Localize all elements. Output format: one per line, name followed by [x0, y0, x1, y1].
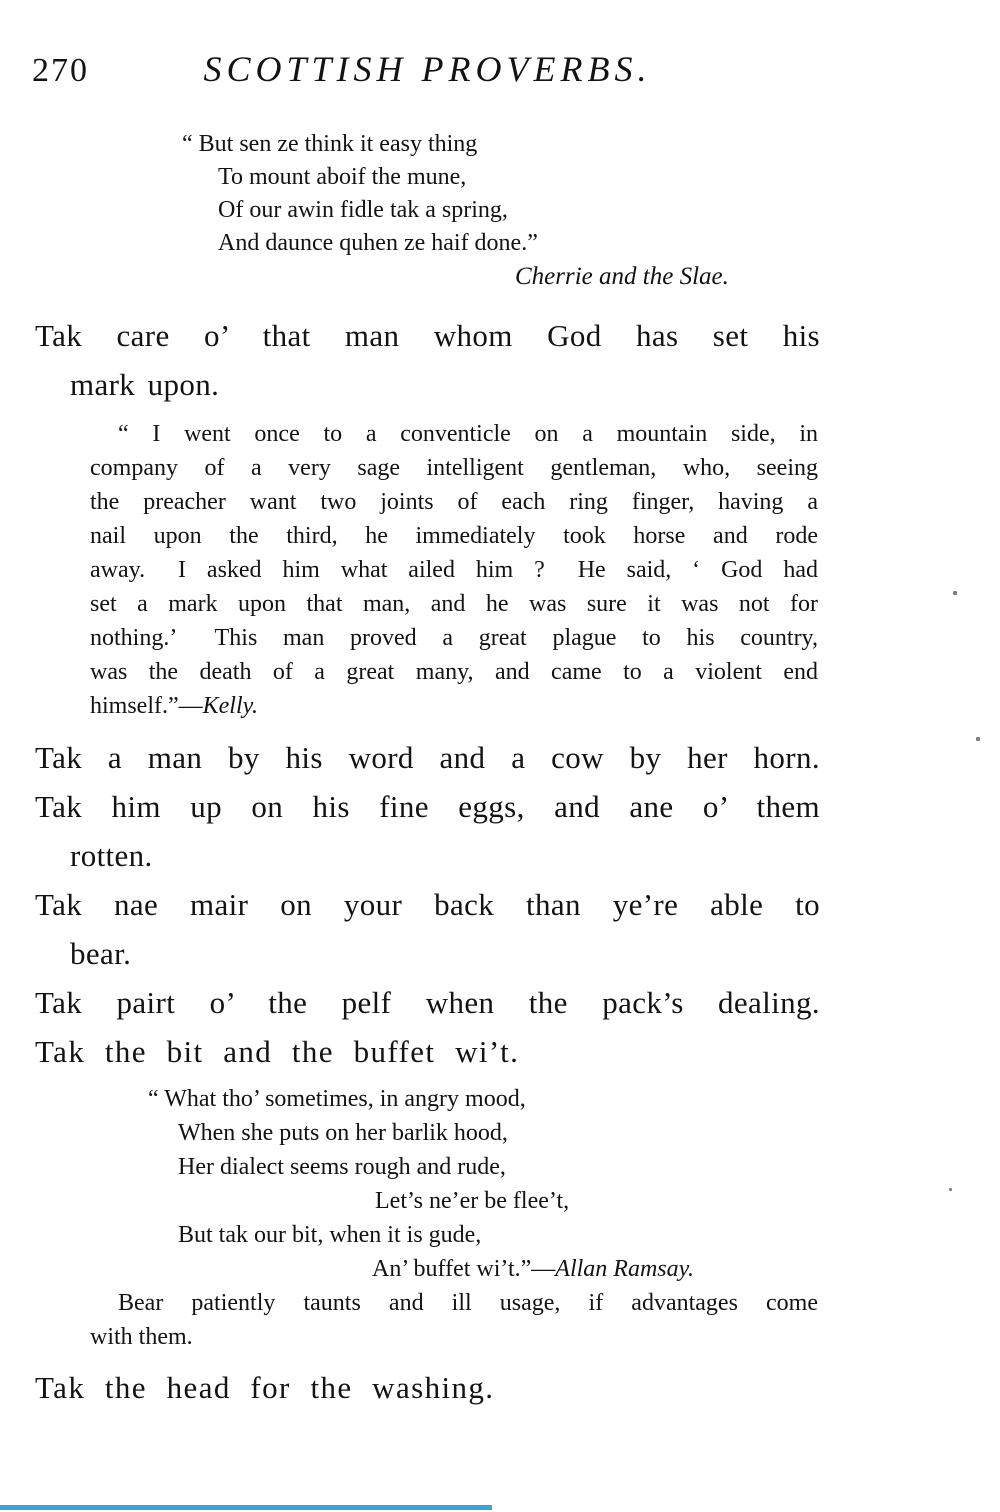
explanatory-note	[90, 1286, 818, 1354]
verse-line-text: An’ buffet wi’t.”—	[372, 1256, 556, 1282]
note-line	[90, 689, 818, 723]
proverb-head-washing	[35, 1366, 820, 1410]
proverb-line: Tak the head for the washing.	[35, 1370, 495, 1405]
proverb-pairt: Tak pairt o’ the pelf when the pack’s dealing.	[35, 985, 820, 1020]
note-line-text: himself.”—	[90, 693, 203, 719]
verse-line: To mount aboif the mune,	[218, 164, 467, 190]
scan-speck	[953, 591, 957, 595]
note-line: was the death of a great many, and came to a violent end	[90, 659, 818, 685]
verse-line: And daunce quhen ze haif done.”	[218, 230, 538, 256]
verse-line: When she puts on her barlik hood,	[178, 1120, 508, 1146]
proverb-tak-care	[35, 311, 820, 409]
note-line: away. I asked him what ailed him ? He said, ‘ God had	[90, 557, 818, 583]
note-line: company of a very sage intelligent gentleman, who, seeing	[90, 455, 818, 481]
verse-line: Let’s ne’er be flee’t,	[375, 1188, 570, 1214]
note-line: nail upon the third, he immediately took horse and rode	[90, 523, 818, 549]
text-column	[35, 128, 820, 1410]
page-title: SCOTTISH PROVERBS.	[203, 49, 652, 89]
verse-line	[148, 1252, 820, 1286]
proverb-bit-buffet: Tak the bit and the buffet wi’t.	[35, 1034, 520, 1069]
verse-quote-ramsay	[148, 1082, 820, 1286]
verse-attribution-cherrie: Cherrie and the Slae.	[515, 263, 729, 290]
proverb-line: mark upon.	[70, 367, 220, 402]
verse-line: Her dialect seems rough and rude,	[178, 1154, 506, 1180]
scan-artifact-line	[0, 1505, 492, 1510]
note-line: with them.	[90, 1324, 193, 1350]
note-line: the preacher want two joints of each ring finger, having a	[90, 489, 818, 515]
note-line: Bear patiently taunts and ill usage, if advantages come	[118, 1290, 818, 1316]
verse-line: “ What tho’ sometimes, in angry mood,	[148, 1086, 526, 1112]
note-line: “ I went once to a conventicle on a mountain side, in	[118, 421, 818, 447]
proverb-nae-mair: Tak nae mair on your back than ye’re able to	[35, 887, 820, 922]
page-number: 270	[32, 52, 89, 89]
note-line: set a mark upon that man, and he was sure it was not for	[90, 591, 818, 617]
scan-speck	[949, 1188, 952, 1191]
note-line: nothing.’ This man proved a great plague to his country,	[90, 625, 818, 651]
kelly-note	[90, 417, 818, 723]
proverb-fine-eggs: Tak him up on his fine eggs, and ane o’ them	[35, 789, 820, 824]
proverb-list	[35, 733, 820, 1076]
proverb-line: Tak care o’ that man whom God has set his	[35, 318, 820, 353]
proverb-nae-mair-cont: bear.	[70, 936, 132, 971]
verse-line: “ But sen ze think it easy thing	[182, 131, 478, 157]
verse-line: But tak our bit, when it is gude,	[178, 1222, 482, 1248]
ramsay-attribution: Allan Ramsay.	[555, 1256, 694, 1282]
scan-speck	[976, 737, 980, 741]
proverb-word-horn: Tak a man by his word and a cow by her horn.	[35, 740, 820, 775]
verse-line: Of our awin fidle tak a spring,	[218, 197, 508, 223]
verse-quote-cherrie	[182, 128, 820, 260]
proverb-fine-eggs-cont: rotten.	[70, 838, 153, 873]
kelly-attribution: Kelly.	[202, 693, 258, 719]
